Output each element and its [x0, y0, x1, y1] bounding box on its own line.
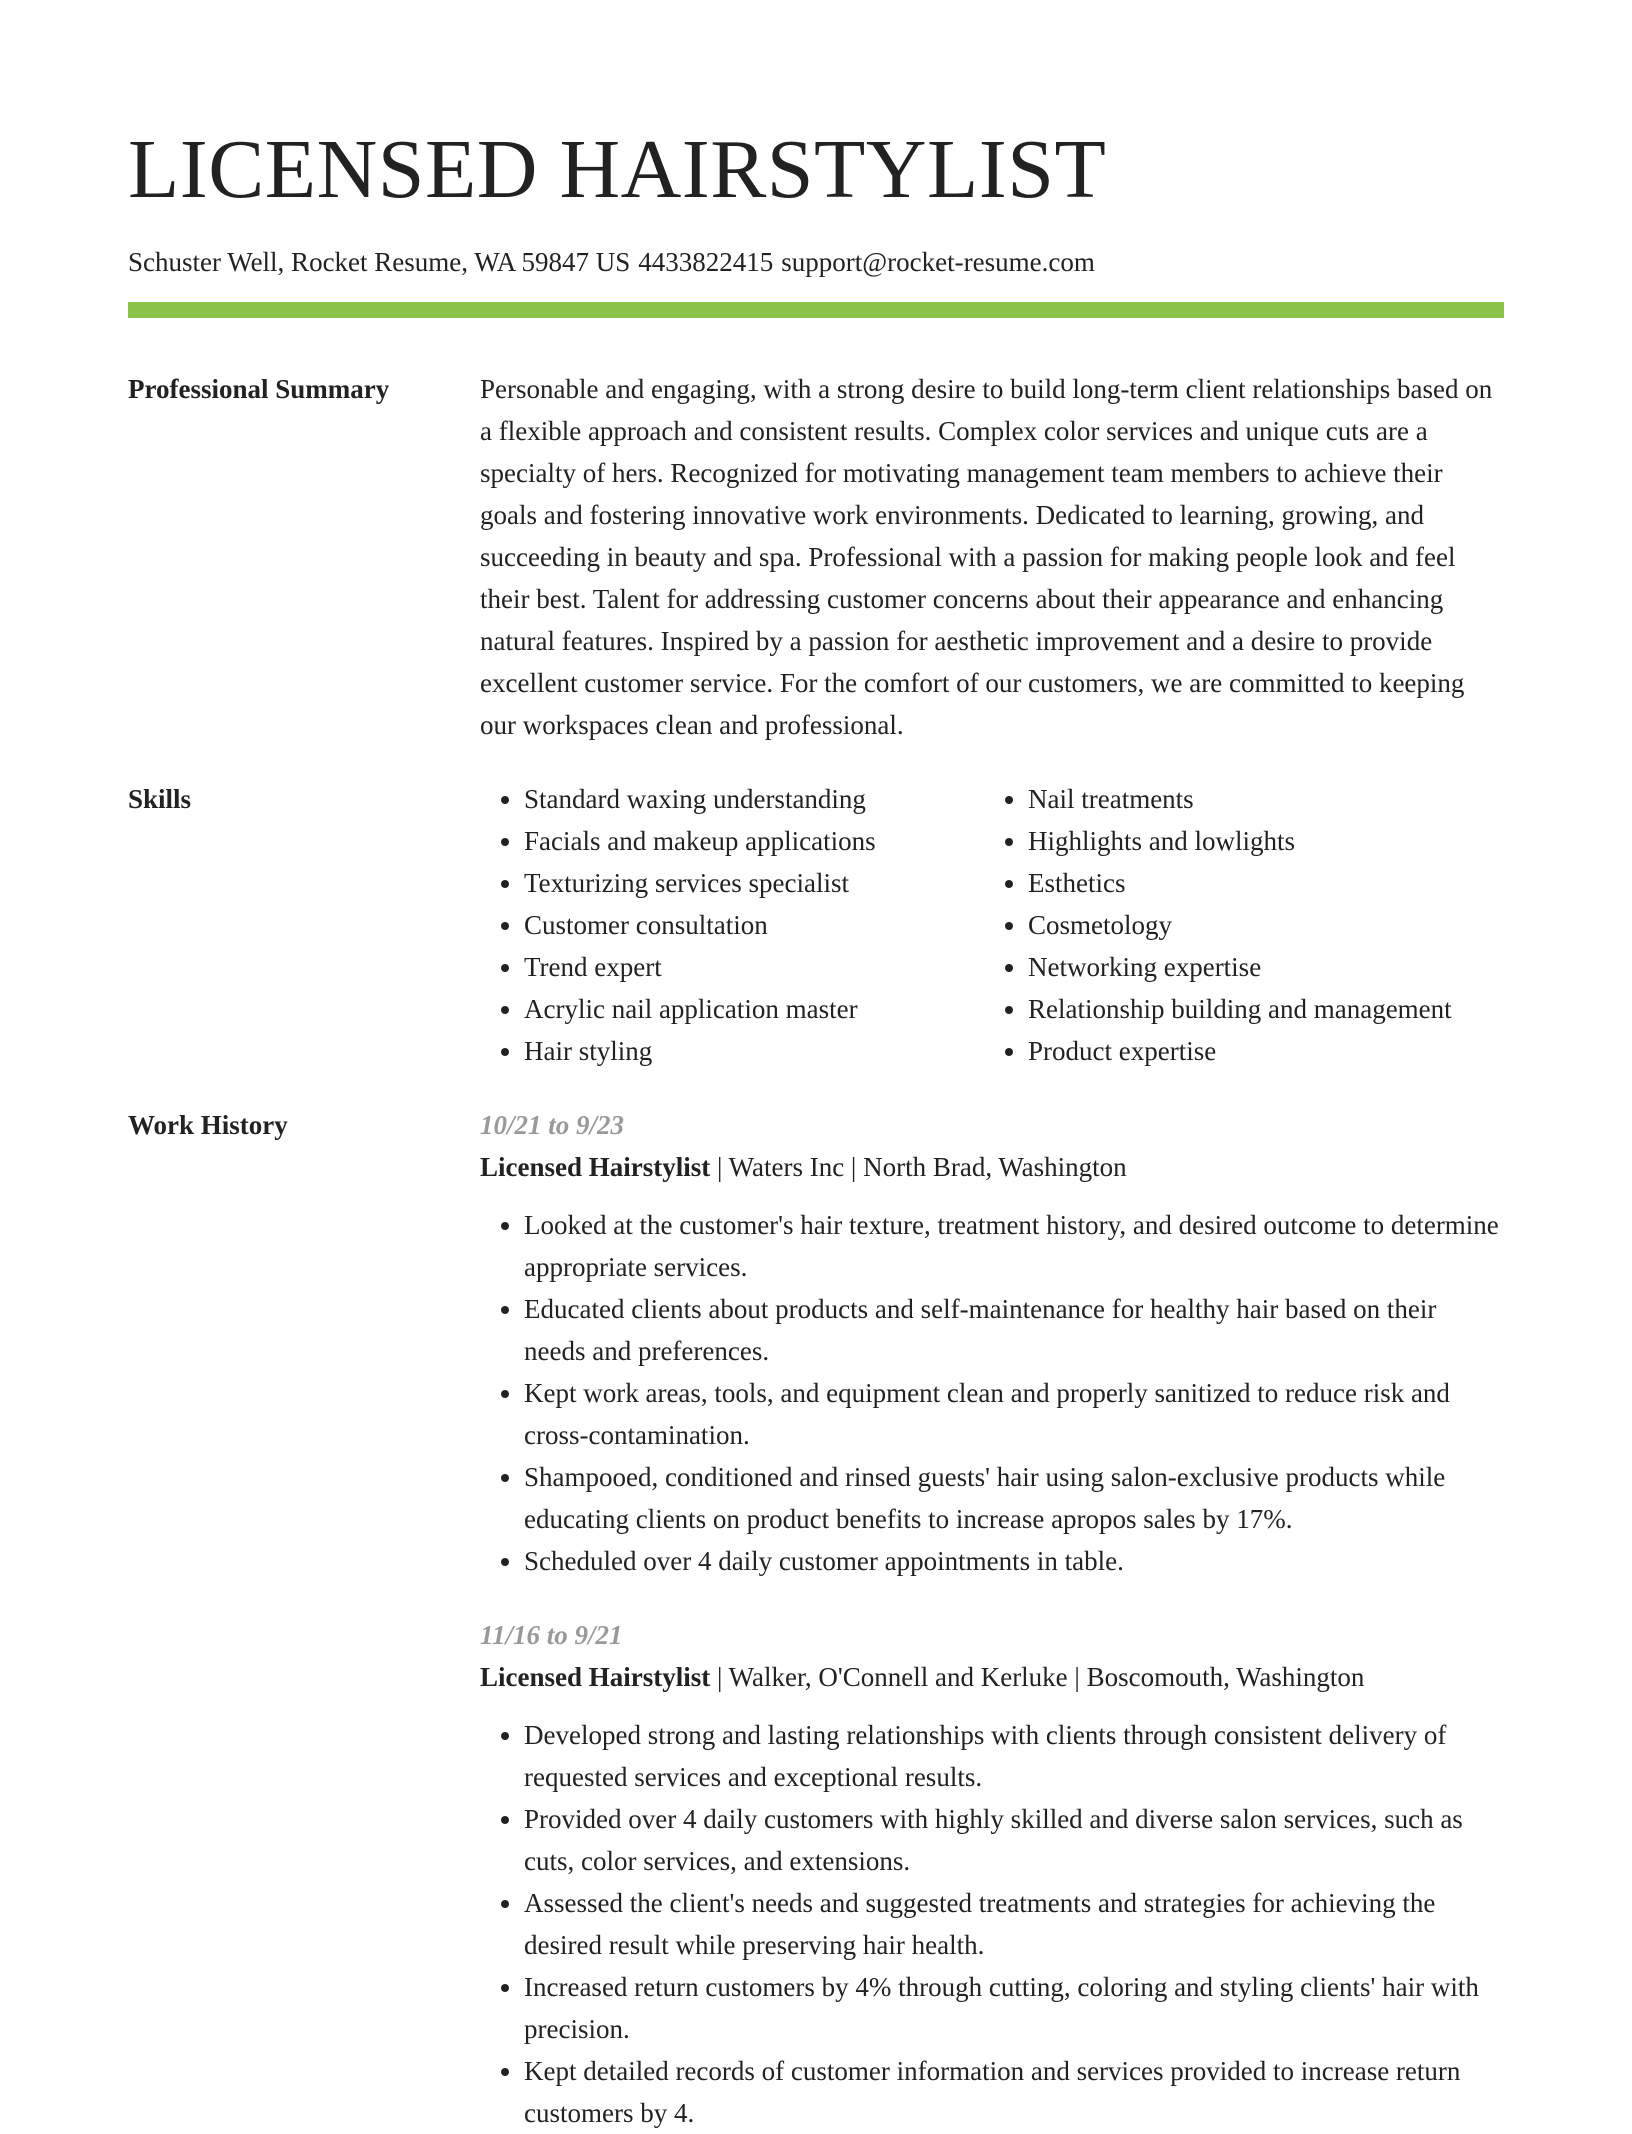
skills-heading: Skills — [128, 784, 192, 814]
job-bullet: • Kept work areas, tools, and equipment clean and properly sanitized to reduce risk and cross-contamination. — [524, 1372, 1504, 1456]
skill-item: • Networking expertise — [1028, 946, 1504, 988]
job-bullet: • Assessed the client's needs and suggested treatments and strategies for achieving the desired result while preserving hair health. — [524, 1882, 1504, 1966]
job-bullets — [480, 1714, 1504, 2134]
summary-text: Personable and engaging, with a strong desire to build long-term client relationships based on a flexible approach and consistent results. Complex color services and unique cuts are a specialty of hers. Recognized for motivating management team members to achieve their goals and fostering innovative work environments. Dedicated to learning, growing, and succeeding in beauty and spa. Professional with a passion for making people look and feel their best. Talent for addressing customer concerns about their appearance and enhancing natural features. Inspired by a passion for aesthetic improvement and a desire to provide excellent customer service. For the comfort of our customers, we are committed to keeping our workspaces clean and professional. — [480, 374, 1493, 740]
job-company-location: | Waters Inc | North Brad, Washington — [710, 1152, 1127, 1182]
job-bullet: • Educated clients about products and self-maintenance for healthy hair based on their needs and preferences. — [524, 1288, 1504, 1372]
skills-column-1 — [480, 778, 984, 1072]
resume-page — [128, 0, 1504, 2134]
skill-item: • Relationship building and management — [1028, 988, 1504, 1030]
skill-item: • Texturizing services specialist — [524, 862, 984, 904]
contact-line — [128, 244, 1504, 280]
skill-item: • Hair styling — [524, 1030, 984, 1072]
summary-heading: Professional Summary — [128, 374, 390, 404]
job-title: Licensed Hairstylist — [480, 1662, 711, 1692]
skill-item: • Facials and makeup applications — [524, 820, 984, 862]
job-bullet: • Provided over 4 daily customers with highly skilled and diverse salon services, such as cuts, color services, and extensions. — [524, 1798, 1504, 1882]
job-bullet: • Increased return customers by 4% through cutting, coloring and styling clients' hair with precision. — [524, 1966, 1504, 2050]
skill-item: • Standard waxing understanding — [524, 778, 984, 820]
skill-item: • Product expertise — [1028, 1030, 1504, 1072]
job-title: Licensed Hairstylist — [480, 1152, 711, 1182]
job-header — [480, 1656, 1504, 1698]
header-divider — [128, 302, 1504, 318]
job-header — [480, 1146, 1504, 1188]
skill-item: • Esthetics — [1028, 862, 1504, 904]
skills-column-2 — [984, 778, 1504, 1072]
work-history-section — [128, 1104, 1504, 2134]
skill-item: • Acrylic nail application master — [524, 988, 984, 1030]
skills-section — [128, 778, 1504, 1072]
skill-item: • Nail treatments — [1028, 778, 1504, 820]
job-bullet: • Shampooed, conditioned and rinsed guests' hair using salon-exclusive products while educating clients on product benefits to increase apropos sales by 17%. — [524, 1456, 1504, 1540]
skill-item: • Highlights and lowlights — [1028, 820, 1504, 862]
skill-item: • Customer consultation — [524, 904, 984, 946]
contact-address: Schuster Well, Rocket Resume, WA 59847 US — [128, 247, 631, 277]
job-company-location: | Walker, O'Connell and Kerluke | Boscomouth, Washington — [710, 1662, 1365, 1692]
job-bullet: • Developed strong and lasting relationships with clients through consistent delivery of requested services and exceptional results. — [524, 1714, 1504, 1798]
skill-item: • Trend expert — [524, 946, 984, 988]
job-entry — [480, 1104, 1504, 1582]
work-history-heading: Work History — [128, 1110, 288, 1140]
contact-phone: 4433822415 — [638, 247, 774, 277]
job-bullet: • Scheduled over 4 daily customer appointments in table. — [524, 1540, 1504, 1582]
job-bullets — [480, 1204, 1504, 1582]
job-dates: 10/21 to 9/23 — [480, 1110, 625, 1140]
contact-email: support@rocket-resume.com — [781, 247, 1095, 277]
summary-section — [128, 368, 1504, 746]
resume-name: LICENSED HAIRSTYLIST — [128, 123, 1107, 216]
job-bullet: • Kept detailed records of customer information and services provided to increase return customers by 4. — [524, 2050, 1504, 2134]
job-dates: 11/16 to 9/21 — [480, 1620, 623, 1650]
skills-list — [480, 778, 1504, 1072]
job-bullet: • Looked at the customer's hair texture, treatment history, and desired outcome to determine appropriate services. — [524, 1204, 1504, 1288]
job-entry — [480, 1614, 1504, 2134]
skill-item: • Cosmetology — [1028, 904, 1504, 946]
